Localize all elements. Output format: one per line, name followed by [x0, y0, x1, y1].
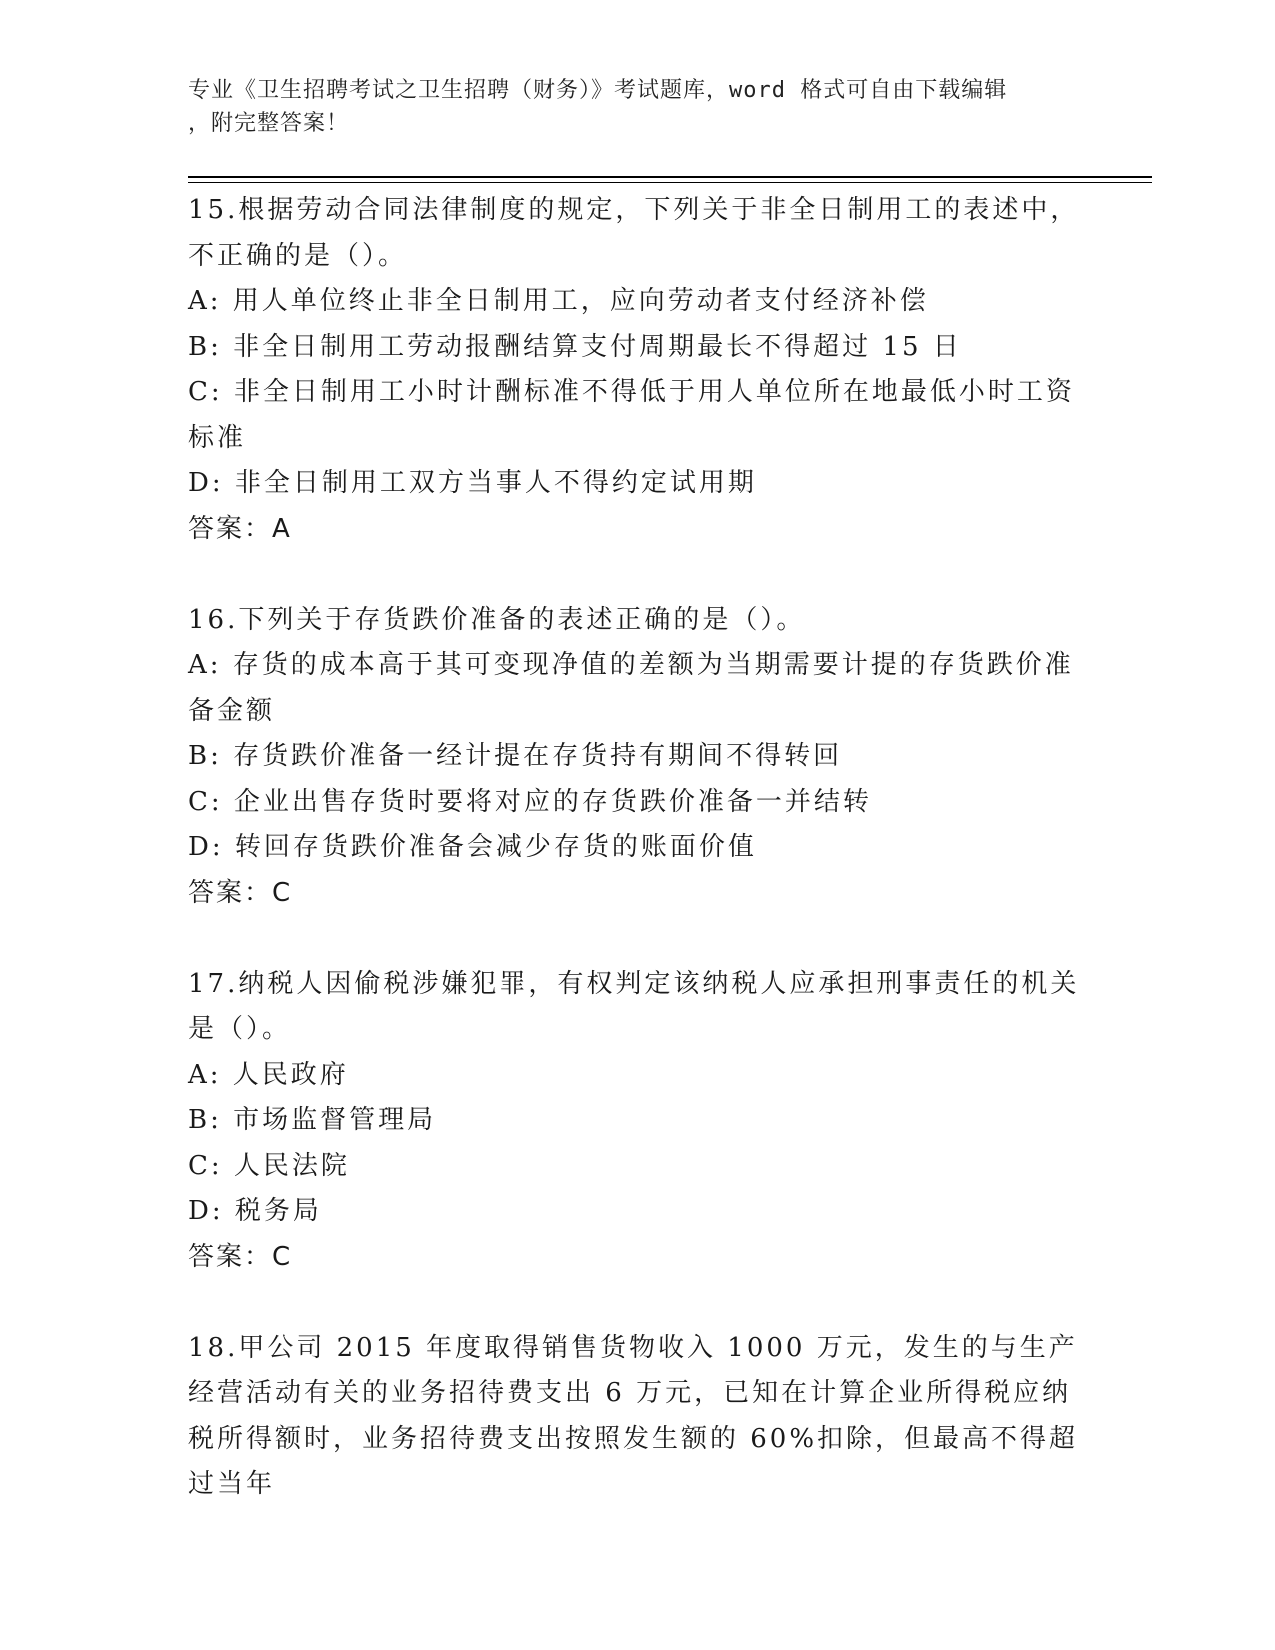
question-16 — [188, 598, 1088, 917]
option-d: D: 转回存货跌价准备会减少存货的账面价值 — [188, 832, 757, 862]
question-17 — [188, 962, 1088, 1281]
document-header — [188, 74, 1068, 140]
spacer — [188, 552, 1088, 598]
question-list — [188, 188, 1088, 1508]
question-15 — [188, 188, 1088, 552]
option-d: D: 非全日制用工双方当事人不得约定试用期 — [188, 468, 757, 498]
header-divider — [188, 176, 1152, 178]
option-c: C: 企业出售存货时要将对应的存货跌价准备一并结转 — [188, 786, 872, 817]
option-c: C: 非全日制用工小时计酬标准不得低于用人单位所在地最低小时工资标准 — [188, 377, 1075, 453]
question-stem: 17.纳税人因偷税涉嫌犯罪，有权判定该纳税人应承担刑事责任的机关是（）。 — [188, 968, 1080, 1044]
question-stem: 15.根据劳动合同法律制度的规定，下列关于非全日制用工的表述中，不正确的是（）。 — [188, 195, 1080, 271]
answer: 答案：C — [188, 1241, 293, 1272]
header-line-2: ，附完整答案！ — [188, 111, 350, 136]
option-b: B: 市场监督管理局 — [188, 1105, 437, 1135]
question-stem: 16.下列关于存货跌价准备的表述正确的是（）。 — [188, 604, 806, 635]
option-a: A: 用人单位终止非全日制用工，应向劳动者支付经济补偿 — [188, 286, 929, 316]
option-b: B: 存货跌价准备一经计提在存货持有期间不得转回 — [188, 741, 843, 771]
header-line-1: 专业《卫生招聘考试之卫生招聘（财务）》考试题库，word 格式可自由下载编辑 — [188, 78, 1008, 103]
answer: 答案：C — [188, 877, 293, 908]
option-a: A: 存货的成本高于其可变现净值的差额为当期需要计提的存货跌价准备金额 — [188, 650, 1074, 726]
option-a: A: 人民政府 — [188, 1059, 349, 1090]
header-divider-thin — [188, 182, 1152, 183]
option-c: C: 人民法院 — [188, 1150, 350, 1181]
spacer — [188, 1280, 1088, 1326]
option-b: B: 非全日制用工劳动报酬结算支付周期最长不得超过 15 日 — [188, 331, 962, 362]
question-18 — [188, 1326, 1088, 1508]
question-stem: 18.甲公司 2015 年度取得销售货物收入 1000 万元，发生的与生产经营活动有关的业务招待费支出 6 万元，已知在计算企业所得税应纳税所得额时，业务招待费支出按照发生额的 60%扣除，但最高不得超过当年 — [188, 1332, 1079, 1499]
option-d: D: 税务局 — [188, 1196, 322, 1226]
answer: 答案：A — [188, 513, 292, 544]
spacer — [188, 916, 1088, 962]
